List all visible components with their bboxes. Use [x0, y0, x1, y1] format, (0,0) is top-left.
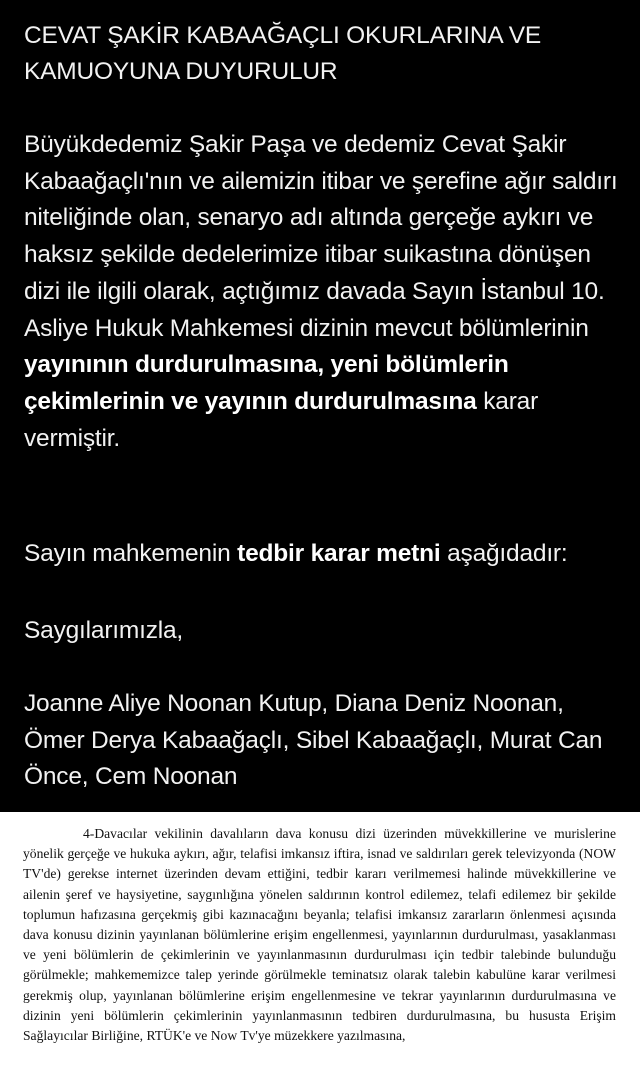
decision-text-intro — [24, 536, 624, 573]
intro-bold-text: tedbir karar metni — [237, 540, 441, 567]
paragraph-text: Büyükdedemiz Şakir Paşa ve dedemiz Cevat Şakir Kabaağaçlı'nın ve ailemizin itibar ve şerefine ağır saldırı niteliğinde olan, senaryo adı altında gerçeğe aykırı ve haksız şekilde dedelerimize itibar suikastına dönüşen dizi ile ilgili olarak, açtığımız davada Sayın İstanbul 10. Asliye Hukuk Mahkemesi dizinin mevcut bölümlerinin — [24, 131, 618, 342]
paragraph-text-end: karar vermiştir. — [24, 387, 539, 452]
announcement-heading: CEVAT ŞAKİR KABAAĞAÇLI OKURLARINA VE KAMUOYUNA DUYURULUR — [24, 22, 542, 85]
intro-text: Sayın mahkemenin — [24, 540, 238, 567]
announcement-paragraph — [24, 127, 624, 457]
intro-text-end: aşağıdadır: — [440, 540, 568, 567]
court-decision-text: 4-Davacılar vekilinin davalıların dava konusu dizi üzerinden müvekkillerine ve murislerine yönelik gerçeğe ve hukuka aykırı, ağır, telafisi imkansız iftira, isnad ve saldırıları gerek televizyonda (NOW TV'de) gerekse internet üzerinden devam ettiğini, tedbir kararı verilmemesi halinde müvekkillerine ve ailenin şeref ve haysiyetine, saygınlığına yönelen saldırının kontrol edilemez, telafi edilemez bir şekilde toplumun hafızasına gerçekmiş gibi kazınacağını beyanla; telafisi imkansız zararların önlenmesi açısında dava konusu dizinin yayınlanan bölümlerine erişim engellenmesi, yayınlarının durdurulması, yasaklanması ve yeni bölümlerin de çekimlerinin ve yayınlanmasının durdurulması için tedbir talebinde bulunduğu görülmekle; mahkememizce talep yerinde görülmekle teminatsız olarak talebin kabulüne karar verilmesi gerekmiş olup, yayınlanan bölümlerine erişim engellenmesine ve tekrar yayınlarının durdurulmasına ve dizinin yeni bölümlerin çekimlerinin yayınlanmasının tedbiren durdurulmasına, bu hususta Erişim Sağlayıcılar Birliğine, RTÜK'e ve Now Tv'ye müzekkere yazılmasına, — [23, 826, 616, 1044]
court-document-excerpt — [0, 812, 640, 1080]
signatories: Joanne Aliye Noonan Kutup, Diana Deniz Noonan, Ömer Derya Kabaağaçlı, Sibel Kabaağaçlı, Murat Can Önce, Cem Noonan — [24, 690, 603, 791]
paragraph-bold-text: yayınının durdurulmasına, yeni bölümlerin çekimlerinin ve yayının durdurulmasına — [24, 351, 509, 415]
closing-text: Saygılarımızla, — [24, 617, 184, 644]
